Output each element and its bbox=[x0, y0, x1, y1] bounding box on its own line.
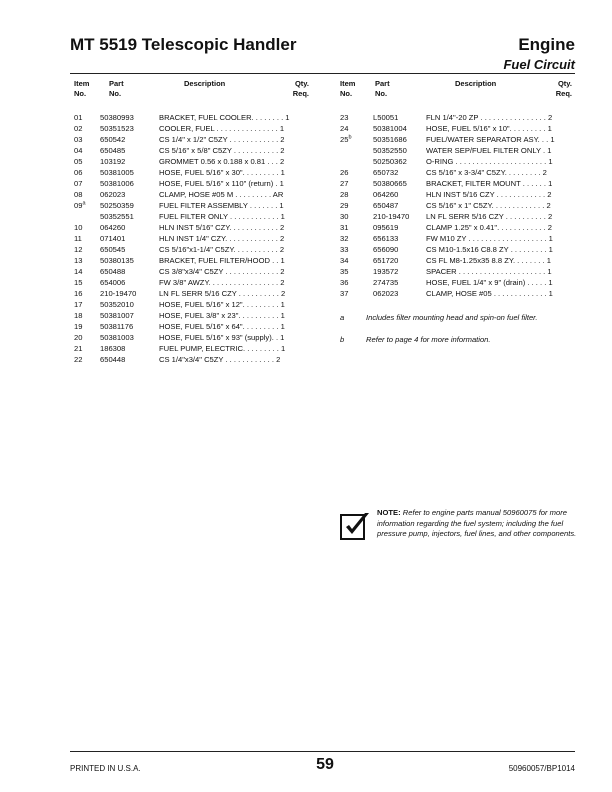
table-row bbox=[74, 145, 313, 156]
part-description: HOSE, FUEL 1/4" x 9" (drain) . . . . . 1 bbox=[426, 278, 553, 287]
parts-list-left bbox=[74, 79, 313, 365]
item-number-text: 04 bbox=[74, 146, 83, 155]
table-row bbox=[340, 123, 575, 134]
part-number: 50381004 bbox=[373, 124, 407, 133]
footnote-marker: b bbox=[348, 134, 352, 141]
part-number: 50380135 bbox=[100, 256, 134, 265]
part-number: 274735 bbox=[373, 278, 399, 287]
item-number-text: 12 bbox=[74, 245, 83, 254]
part-description: BRACKET, FILTER MOUNT . . . . . . 1 bbox=[426, 179, 553, 188]
table-row bbox=[74, 332, 313, 343]
part-number: 650448 bbox=[100, 355, 126, 364]
item-number-text: 26 bbox=[340, 168, 349, 177]
part-number: 654006 bbox=[100, 278, 126, 287]
part-description: CLAMP 1.25" x 0.41". . . . . . . . . . . . 2 bbox=[426, 223, 552, 232]
item-number bbox=[74, 332, 82, 343]
part-number: 656133 bbox=[373, 234, 399, 243]
footnotes bbox=[340, 312, 575, 356]
part-number: 193572 bbox=[373, 267, 399, 276]
header-description: Description bbox=[184, 79, 226, 88]
part-description: CS 5/16"x1-1/4" C5ZY. . . . . . . . . . . 2 bbox=[159, 245, 285, 254]
header-qty-line2: Req. bbox=[555, 89, 572, 98]
part-number: 650732 bbox=[373, 168, 399, 177]
header-qty bbox=[293, 79, 309, 99]
part-description: CLAMP, HOSE #05 . . . . . . . . . . . . . 1 bbox=[426, 289, 553, 298]
part-number: 50351523 bbox=[100, 124, 134, 133]
part-number: 210-19470 bbox=[100, 289, 137, 298]
note-label: NOTE: bbox=[377, 508, 401, 517]
part-description: CS 5/16" x 5/8" C5ZY . . . . . . . . . . . 2 bbox=[159, 146, 285, 155]
column-headers-right bbox=[340, 79, 575, 101]
item-number bbox=[74, 156, 82, 167]
header-qty bbox=[556, 79, 572, 99]
table-row bbox=[74, 222, 313, 233]
item-number bbox=[340, 178, 348, 189]
part-number: 186308 bbox=[100, 344, 126, 353]
table-row bbox=[74, 321, 313, 332]
part-description: CS M10-1.5x16 C8.8 ZY . . . . . . . . . 1 bbox=[426, 245, 553, 254]
part-number: 064260 bbox=[100, 223, 126, 232]
part-number: 095619 bbox=[373, 223, 399, 232]
part-description: GROMMET 0.56 x 0.188 x 0.81 . . . 2 bbox=[159, 157, 285, 166]
note-check-icon bbox=[339, 510, 371, 542]
item-number-text: 09 bbox=[74, 201, 83, 210]
page-number: 59 bbox=[316, 756, 334, 773]
part-description: HOSE, FUEL 5/16" x 110" (return) . 1 bbox=[159, 179, 284, 188]
table-row bbox=[340, 288, 575, 299]
part-number: 50380993 bbox=[100, 113, 134, 122]
table-row bbox=[74, 211, 313, 222]
item-number bbox=[74, 145, 82, 156]
table-row bbox=[74, 178, 313, 189]
part-number: 50380665 bbox=[373, 179, 407, 188]
item-number bbox=[74, 354, 82, 365]
part-number: 650488 bbox=[100, 267, 126, 276]
item-number-text: 33 bbox=[340, 245, 349, 254]
part-description: CS 3/8"x3/4" C5ZY . . . . . . . . . . . . . 2 bbox=[159, 267, 285, 276]
part-description: HOSE, FUEL 5/16" x 10". . . . . . . . . 1 bbox=[426, 124, 552, 133]
item-number-text: 34 bbox=[340, 256, 349, 265]
footer-printed: PRINTED IN U.S.A. bbox=[70, 764, 141, 773]
table-row bbox=[74, 266, 313, 277]
item-number-text: 08 bbox=[74, 190, 83, 199]
item-number bbox=[340, 244, 348, 255]
part-description: FW 3/8" AWZY. . . . . . . . . . . . . . . . . 2 bbox=[159, 278, 285, 287]
header-part-line2: No. bbox=[375, 89, 388, 98]
part-description: LN FL SERR 5/16 CZY . . . . . . . . . . 2 bbox=[159, 289, 286, 298]
table-row bbox=[340, 233, 575, 244]
item-number-text: 32 bbox=[340, 234, 349, 243]
table-row bbox=[340, 222, 575, 233]
item-number-text: 06 bbox=[74, 168, 83, 177]
item-number-text: 37 bbox=[340, 289, 349, 298]
item-number bbox=[74, 266, 82, 277]
item-number-text: 18 bbox=[74, 311, 83, 320]
item-number-text: 17 bbox=[74, 300, 83, 309]
item-number-text: 36 bbox=[340, 278, 349, 287]
part-description: CLAMP, HOSE #05 M . . . . . . . . . AR bbox=[159, 190, 284, 199]
table-row bbox=[340, 167, 575, 178]
table-row bbox=[340, 255, 575, 266]
part-description: BRACKET, FUEL FILTER/HOOD . . 1 bbox=[159, 256, 285, 265]
part-description: O-RING . . . . . . . . . . . . . . . . . . . . . . 1 bbox=[426, 157, 553, 166]
item-number-text: 25 bbox=[340, 135, 349, 144]
part-description: HOSE, FUEL 5/16" x 12". . . . . . . . . 1 bbox=[159, 300, 285, 309]
item-number-text: 02 bbox=[74, 124, 83, 133]
footnote-text: Includes filter mounting head and spin-on fuel filter. bbox=[366, 313, 538, 322]
item-number-text: 27 bbox=[340, 179, 349, 188]
item-number-text: 13 bbox=[74, 256, 83, 265]
subsection-title: Fuel Circuit bbox=[503, 57, 575, 72]
note-text-block bbox=[377, 508, 577, 540]
part-number: 650487 bbox=[373, 201, 399, 210]
item-number bbox=[340, 266, 348, 277]
table-row bbox=[74, 167, 313, 178]
parts-rows-right bbox=[340, 112, 575, 299]
item-number bbox=[74, 321, 82, 332]
item-number-text: 28 bbox=[340, 190, 349, 199]
table-row bbox=[74, 189, 313, 200]
parts-list-right bbox=[340, 79, 575, 356]
part-description: CS 5/16" x 3-3/4" C5ZY. . . . . . . . . 2 bbox=[426, 168, 547, 177]
item-number bbox=[340, 233, 348, 244]
item-number bbox=[74, 112, 82, 123]
table-row bbox=[74, 244, 313, 255]
part-number: 50352551 bbox=[100, 212, 134, 221]
part-number: 50381006 bbox=[100, 179, 134, 188]
item-number bbox=[74, 134, 82, 145]
item-number-text: 20 bbox=[74, 333, 83, 342]
header-part-line1: Part bbox=[109, 79, 124, 88]
item-number bbox=[74, 244, 82, 255]
item-number bbox=[74, 255, 82, 266]
part-number: 062023 bbox=[100, 190, 126, 199]
item-number bbox=[340, 134, 352, 145]
table-row bbox=[340, 134, 575, 145]
item-number bbox=[74, 310, 82, 321]
part-description: WATER SEP/FUEL FILTER ONLY . 1 bbox=[426, 146, 552, 155]
part-number: 50352550 bbox=[373, 146, 407, 155]
part-description: HLN INST 5/16" CZY. . . . . . . . . . . . 2 bbox=[159, 223, 285, 232]
footnote-b bbox=[340, 334, 575, 356]
item-number-text: 22 bbox=[74, 355, 83, 364]
item-number bbox=[74, 233, 82, 244]
header-qty-line2: Req. bbox=[292, 89, 309, 98]
part-number: 50351686 bbox=[373, 135, 407, 144]
item-number-text: 01 bbox=[74, 113, 83, 122]
part-number: 50381176 bbox=[100, 322, 134, 331]
table-row bbox=[340, 200, 575, 211]
header-qty-line1: Qty. bbox=[294, 79, 309, 88]
header-part bbox=[375, 79, 390, 99]
item-number bbox=[74, 299, 82, 310]
part-number: 650485 bbox=[100, 146, 126, 155]
table-row bbox=[340, 277, 575, 288]
item-number-text: 30 bbox=[340, 212, 349, 221]
header-part-line1: Part bbox=[375, 79, 390, 88]
table-row bbox=[340, 244, 575, 255]
footer-doc-number: 50960057/BP1014 bbox=[508, 764, 575, 773]
header-part-line2: No. bbox=[109, 89, 122, 98]
note-body: Refer to engine parts manual 50960075 for more information regarding the fuel system; including the fuel pressure pump, injectors, fuel lines, and other components. bbox=[377, 508, 577, 538]
table-row bbox=[74, 156, 313, 167]
item-number-text: 07 bbox=[74, 179, 83, 188]
item-number bbox=[340, 288, 348, 299]
column-headers-left bbox=[74, 79, 313, 101]
part-number: 656090 bbox=[373, 245, 399, 254]
item-number-text: 24 bbox=[340, 124, 349, 133]
item-number bbox=[340, 123, 348, 134]
table-row bbox=[340, 178, 575, 189]
table-row bbox=[340, 266, 575, 277]
item-number bbox=[74, 343, 82, 354]
item-number-text: 31 bbox=[340, 223, 349, 232]
part-description: FUEL FILTER ONLY . . . . . . . . . . . . 1 bbox=[159, 212, 285, 221]
part-number: 062023 bbox=[373, 289, 399, 298]
part-number: 210-19470 bbox=[373, 212, 410, 221]
table-row bbox=[74, 343, 313, 354]
item-number-text: 35 bbox=[340, 267, 349, 276]
header-item bbox=[74, 79, 89, 99]
footnote-letter: b bbox=[340, 335, 345, 344]
footnote-text: Refer to page 4 for more information. bbox=[366, 335, 491, 344]
part-description: SPACER . . . . . . . . . . . . . . . . . . . . . 1 bbox=[426, 267, 552, 276]
part-description: FUEL/WATER SEPARATOR ASY. . . 1 bbox=[426, 135, 555, 144]
part-description: BRACKET, FUEL COOLER. . . . . . . . 1 bbox=[159, 113, 290, 122]
item-number bbox=[340, 167, 348, 178]
item-number-text: 29 bbox=[340, 201, 349, 210]
table-row bbox=[74, 112, 313, 123]
part-description: FUEL FILTER ASSEMBLY . . . . . . . 1 bbox=[159, 201, 284, 210]
part-description: CS 1/4"x3/4" C5ZY . . . . . . . . . . . . 2 bbox=[159, 355, 281, 364]
part-number: 50250359 bbox=[100, 201, 134, 210]
part-number: 50381005 bbox=[100, 168, 134, 177]
header-item-line1: Item bbox=[340, 79, 356, 88]
table-row bbox=[74, 200, 313, 211]
item-number-text: 05 bbox=[74, 157, 83, 166]
part-description: HOSE, FUEL 5/16" x 64". . . . . . . . . 1 bbox=[159, 322, 285, 331]
item-number-text: 23 bbox=[340, 113, 349, 122]
parts-rows-left bbox=[74, 112, 313, 365]
table-row bbox=[74, 277, 313, 288]
item-number-text: 10 bbox=[74, 223, 83, 232]
part-number: 50352010 bbox=[100, 300, 134, 309]
header-item-line1: Item bbox=[74, 79, 90, 88]
part-number: L50051 bbox=[373, 113, 399, 122]
part-description: HLN INST 1/4" CZY. . . . . . . . . . . . . 2 bbox=[159, 234, 285, 243]
item-number-text: 11 bbox=[74, 234, 82, 243]
part-number: 50381007 bbox=[100, 311, 134, 320]
header-part bbox=[109, 79, 124, 99]
part-description: HOSE, FUEL 3/8" x 23". . . . . . . . . . 1 bbox=[159, 311, 285, 320]
part-number: 50250362 bbox=[373, 157, 407, 166]
table-row bbox=[340, 112, 575, 123]
part-description: CS 1/4" x 1/2" C5ZY . . . . . . . . . . . . 2 bbox=[159, 135, 285, 144]
part-number: 103192 bbox=[100, 157, 126, 166]
header-item-line2: No. bbox=[340, 89, 353, 98]
item-number bbox=[74, 167, 82, 178]
table-row bbox=[74, 134, 313, 145]
header-item-line2: No. bbox=[74, 89, 87, 98]
table-row bbox=[340, 189, 575, 200]
item-number bbox=[340, 200, 348, 211]
item-number bbox=[340, 277, 348, 288]
header-qty-line1: Qty. bbox=[557, 79, 572, 88]
table-row bbox=[74, 299, 313, 310]
part-description: HOSE, FUEL 5/16" x 93" (supply). . 1 bbox=[159, 333, 285, 342]
part-description: FW M10 ZY . . . . . . . . . . . . . . . . . . . 1 bbox=[426, 234, 553, 243]
part-number: 071401 bbox=[100, 234, 126, 243]
footnote-letter: a bbox=[340, 313, 345, 322]
item-number bbox=[74, 222, 82, 233]
item-number bbox=[340, 222, 348, 233]
header-item bbox=[340, 79, 355, 99]
table-row bbox=[74, 233, 313, 244]
part-number: 651720 bbox=[373, 256, 399, 265]
item-number bbox=[74, 277, 82, 288]
item-number bbox=[340, 112, 348, 123]
item-number bbox=[74, 189, 82, 200]
footnote-marker: a bbox=[82, 200, 86, 207]
item-number bbox=[340, 211, 348, 222]
item-number-text: 21 bbox=[74, 344, 83, 353]
item-number-text: 14 bbox=[74, 267, 83, 276]
part-description: CS 5/16" x 1" C5ZY. . . . . . . . . . . . . 2 bbox=[426, 201, 551, 210]
part-number: 650545 bbox=[100, 245, 126, 254]
table-row bbox=[74, 255, 313, 266]
item-number bbox=[74, 200, 86, 211]
table-row bbox=[74, 310, 313, 321]
item-number bbox=[340, 255, 348, 266]
item-number-text: 16 bbox=[74, 289, 83, 298]
item-number bbox=[74, 288, 82, 299]
part-description: LN FL SERR 5/16 CZY . . . . . . . . . . 2 bbox=[426, 212, 553, 221]
item-number-text: 19 bbox=[74, 322, 83, 331]
part-description: HLN INST 5/16 CZY . . . . . . . . . . . . 2 bbox=[426, 190, 552, 199]
header-description: Description bbox=[455, 79, 497, 88]
part-description: COOLER, FUEL . . . . . . . . . . . . . . . 1 bbox=[159, 124, 285, 133]
footer-rule bbox=[70, 751, 575, 752]
table-row bbox=[340, 145, 575, 156]
item-number-text: 03 bbox=[74, 135, 83, 144]
part-number: 650542 bbox=[100, 135, 126, 144]
part-number: 50381003 bbox=[100, 333, 134, 342]
part-description: FLN 1/4"-20 ZP . . . . . . . . . . . . . . . . 2 bbox=[426, 113, 553, 122]
part-description: HOSE, FUEL 5/16" x 30". . . . . . . . . 1 bbox=[159, 168, 285, 177]
table-row bbox=[74, 288, 313, 299]
page-title: MT 5519 Telescopic Handler bbox=[70, 35, 297, 54]
section-title: Engine bbox=[518, 35, 575, 54]
table-row bbox=[74, 354, 313, 365]
part-number: 064260 bbox=[373, 190, 399, 199]
item-number bbox=[74, 178, 82, 189]
header-rule bbox=[70, 73, 575, 74]
item-number bbox=[340, 189, 348, 200]
table-row bbox=[340, 211, 575, 222]
footnote-a bbox=[340, 312, 575, 334]
table-row bbox=[74, 123, 313, 134]
table-row bbox=[340, 156, 575, 167]
part-description: FUEL PUMP, ELECTRIC. . . . . . . . . 1 bbox=[159, 344, 286, 353]
part-description: CS FL M8-1.25x35 8.8 ZY. . . . . . . . 1 bbox=[426, 256, 551, 265]
item-number bbox=[74, 123, 82, 134]
item-number-text: 15 bbox=[74, 278, 83, 287]
